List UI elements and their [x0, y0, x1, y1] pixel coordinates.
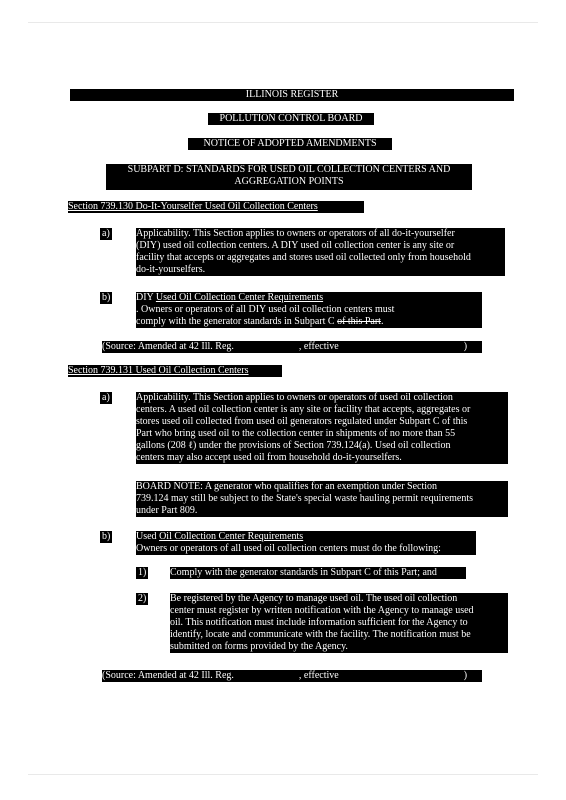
source-effective: , effective	[298, 341, 339, 352]
source-close: )	[463, 670, 468, 681]
subpart-title-line-2: AGGREGATION POINTS	[234, 176, 344, 187]
item-2-label: 2)	[138, 593, 147, 604]
section-130-b-struck-text: of this Part	[337, 316, 381, 327]
section-130-b-text: comply with the generator standards in Subpart C	[136, 316, 338, 327]
item-2-line: Be registered by the Agency to manage used oil. The used oil collection	[170, 593, 458, 604]
section-131-b-prefix: Used	[136, 531, 160, 542]
section-131-a-line: Applicability. This Section applies to owners or operators of used oil collection	[136, 392, 453, 403]
top-rule	[28, 22, 538, 23]
section-130-b-end: .	[380, 316, 384, 327]
source-prefix: (Source: Amended at 42 Ill. Reg.	[102, 341, 234, 352]
section-131-b-label: b)	[102, 531, 111, 542]
board-note-line: 739.124 may still be subject to the State's special waste hauling permit requirements	[136, 493, 474, 504]
section-131-a-line: centers may also accept used oil from household do-it-yourselfers.	[136, 452, 402, 463]
section-131-heading-text: Section 739.131 Used Oil Collection Centers	[68, 365, 249, 376]
section-131-b-line-1	[136, 531, 476, 543]
section-130-b-line-2: . Owners or operators of all DIY used oil collection centers must	[136, 304, 395, 315]
section-131-a-line: Part who bring used oil to the collection center in shipments of no more than 55	[136, 428, 456, 439]
item-2-line: identify, locate and communicate with the facility. The notification must be	[170, 629, 471, 640]
section-130-a-paragraph	[136, 228, 505, 276]
item-1-line: Comply with the generator standards in Subpart C of this Part; and	[170, 567, 437, 578]
section-131-b-heading: Oil Collection Center Requirements	[159, 531, 304, 542]
section-130-b-prefix: DIY	[136, 292, 156, 303]
board-note-line: under Part 809.	[136, 505, 198, 516]
section-130-heading-text: Section 739.130 Do-It-Yourselfer Used Oil Collection Centers	[68, 201, 318, 212]
board-title: POLLUTION CONTROL BOARD	[208, 113, 374, 125]
section-130-a-line: facility that accepts or aggregates and stores used oil collected only from household	[136, 252, 471, 263]
section-131-a-line: gallons (208 ℓ) under the provisions of Section 739.124(a). Used oil collection	[136, 440, 451, 451]
section-130-heading	[68, 201, 364, 213]
section-130-b-heading: Used Oil Collection Center Requirements	[155, 292, 324, 303]
section-131-source	[102, 670, 482, 682]
register-title	[70, 89, 514, 101]
section-130-b-paragraph	[136, 292, 482, 328]
item-2-line: center must register by written notification with the Agency to manage used	[170, 605, 474, 616]
item-1-label: 1)	[138, 567, 147, 578]
section-130-a-line: (DIY) used oil collection centers. A DIY used oil collection center is any site or	[136, 240, 455, 251]
section-130-a-label: a)	[102, 228, 110, 239]
subpart-title	[106, 164, 472, 190]
item-1-paragraph	[170, 567, 466, 579]
bottom-rule	[28, 774, 538, 775]
notice-title: NOTICE OF ADOPTED AMENDMENTS	[188, 138, 392, 150]
section-131-b-paragraph	[136, 531, 476, 555]
item-2-line: oil. This notification must include information sufficient for the Agency to	[170, 617, 468, 628]
source-prefix: (Source: Amended at 42 Ill. Reg.	[102, 670, 234, 681]
item-2-line: submitted on forms provided by the Agency.	[170, 641, 348, 652]
section-131-a-line: stores used oil collected from used oil generators regulated under Subpart C of this	[136, 416, 468, 427]
item-2-paragraph	[170, 593, 508, 653]
section-130-b-label: b)	[102, 292, 111, 303]
section-131-b-line-2: Owners or operators of all used oil collection centers must do the following:	[136, 543, 441, 554]
section-131-heading	[68, 365, 282, 377]
register-title-text: ILLINOIS REGISTER	[245, 89, 339, 100]
section-130-source	[102, 341, 482, 353]
section-130-b-line-3	[136, 316, 482, 328]
subpart-title-line-1: SUBPART D: STANDARDS FOR USED OIL COLLECTION CENTERS AND	[127, 164, 451, 175]
section-131-a-line: centers. A used oil collection center is any site or facility that accepts, aggregates or	[136, 404, 471, 415]
source-effective: , effective	[298, 670, 339, 681]
section-130-a-line: do-it-yourselfers.	[136, 264, 206, 275]
board-note	[136, 481, 508, 517]
section-130-b-line-1	[136, 292, 482, 304]
section-130-a-line: Applicability. This Section applies to owners or operators of all do-it-yourselfer	[136, 228, 455, 239]
board-note-line: BOARD NOTE: A generator who qualifies for an exemption under Section	[136, 481, 438, 492]
section-131-a-label: a)	[102, 392, 110, 403]
source-close: )	[463, 341, 468, 352]
section-131-a-paragraph	[136, 392, 508, 464]
